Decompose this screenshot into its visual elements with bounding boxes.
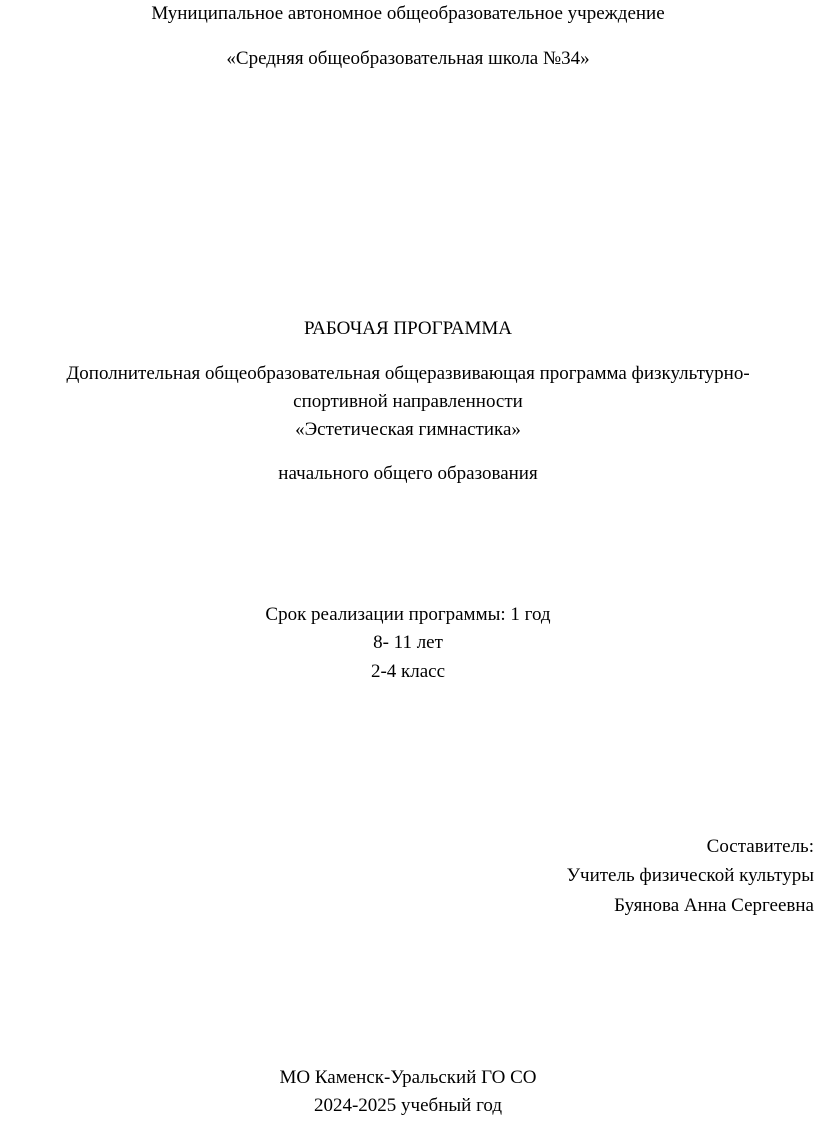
author-position: Учитель физической культуры — [566, 865, 814, 886]
program-age: 8- 11 лет — [373, 632, 443, 653]
author-label: Составитель: — [706, 836, 814, 857]
author-name: Буянова Анна Сергеевна — [614, 895, 814, 916]
program-description-line-2: спортивной направленности — [293, 391, 523, 412]
program-description-line-1: Дополнительная общеобразовательная общеразвивающая программа физкультурно- — [66, 363, 750, 384]
institution-line-1: Муниципальное автономное общеобразовательное учреждение — [151, 3, 665, 24]
program-level: начального общего образования — [278, 463, 538, 484]
footer-location: МО Каменск-Уральский ГО СО — [279, 1067, 537, 1088]
institution-line-2: «Средняя общеобразовательная школа №34» — [226, 48, 590, 69]
program-grades: 2-4 класс — [370, 661, 446, 682]
program-duration: Срок реализации программы: 1 год — [265, 604, 551, 625]
program-name: «Эстетическая гимнастика» — [295, 419, 521, 440]
footer-year: 2024-2025 учебный год — [313, 1095, 503, 1116]
program-title: РАБОЧАЯ ПРОГРАММА — [304, 318, 512, 339]
